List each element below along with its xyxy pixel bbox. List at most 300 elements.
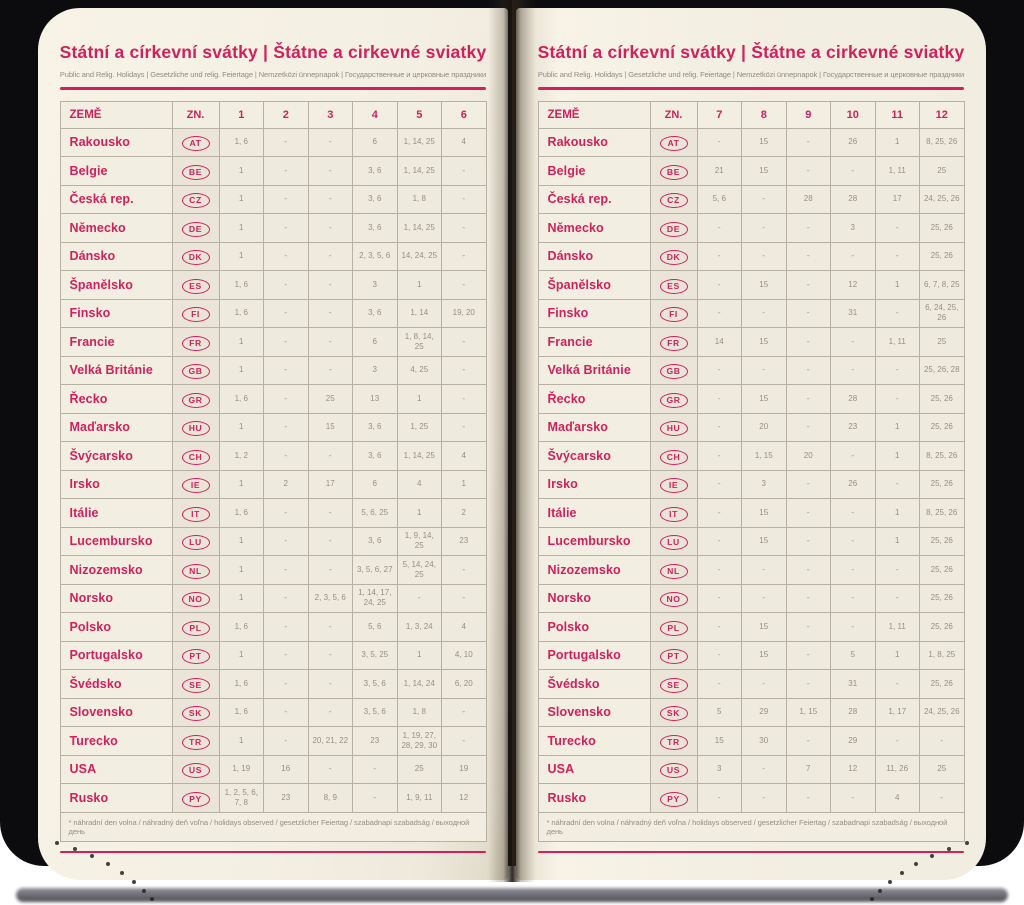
holiday-days-cell: 17 <box>875 185 920 214</box>
country-cell: Rakousko <box>538 128 650 157</box>
holiday-days-cell: 25, 26 <box>920 527 965 556</box>
holiday-days-cell: - <box>697 641 742 670</box>
holiday-days-cell: - <box>442 727 487 756</box>
country-code-cell <box>650 527 697 556</box>
holiday-days-cell: - <box>742 299 787 328</box>
holiday-days-cell: - <box>697 385 742 414</box>
country-code-cell <box>172 613 219 642</box>
holiday-days-cell: - <box>786 613 831 642</box>
country-code-badge: GR <box>182 393 210 408</box>
country-code-badge: HU <box>660 421 688 436</box>
holiday-days-cell: 16 <box>264 755 309 784</box>
country-cell: Francie <box>538 328 650 357</box>
country-cell: USA <box>538 755 650 784</box>
bottom-rule <box>60 851 486 854</box>
holiday-days-cell: 24, 25, 26 <box>920 698 965 727</box>
holiday-days-cell: 15 <box>742 328 787 357</box>
left-page <box>38 8 508 880</box>
holiday-days-cell: - <box>786 271 831 300</box>
country-cell: Itálie <box>60 499 172 528</box>
country-cell: Německo <box>60 214 172 243</box>
holiday-days-cell: 8, 25, 26 <box>920 128 965 157</box>
holiday-days-cell: - <box>264 299 309 328</box>
table-row <box>60 470 486 499</box>
holiday-days-cell: 1, 8, 14, 25 <box>397 328 442 357</box>
country-code-badge: ES <box>660 279 688 294</box>
country-cell: Švýcarsko <box>538 442 650 471</box>
country-code-badge: US <box>182 763 210 778</box>
country-code-badge: SE <box>182 678 210 693</box>
country-code-cell <box>172 413 219 442</box>
table-row <box>60 784 486 813</box>
holiday-days-cell: 28 <box>831 698 876 727</box>
holiday-days-cell: 5, 6 <box>353 613 398 642</box>
table-row <box>60 641 486 670</box>
holiday-days-cell: 19, 20 <box>442 299 487 328</box>
holiday-days-cell: 6, 7, 8, 25 <box>920 271 965 300</box>
country-code-badge: GB <box>182 364 210 379</box>
holiday-days-cell: 2, 3, 5, 6 <box>353 242 398 271</box>
country-code-cell <box>172 670 219 699</box>
holiday-days-cell: - <box>831 584 876 613</box>
page-subtitle: Public and Relig. Holidays | Gesetzliche und relig. Feiertage | Nemzetközi ünnepnapok | Государственные и церковные праздники <box>59 70 487 79</box>
table-row <box>538 356 964 385</box>
holiday-days-cell: 1, 6 <box>219 613 264 642</box>
country-code-cell <box>650 641 697 670</box>
holiday-days-cell: 1 <box>397 271 442 300</box>
country-cell: Velká Británie <box>538 356 650 385</box>
country-code-badge: DE <box>660 222 688 237</box>
country-code-cell <box>172 328 219 357</box>
table-row <box>60 670 486 699</box>
holiday-days-cell: 25, 26 <box>920 385 965 414</box>
holiday-days-cell: - <box>264 670 309 699</box>
holiday-days-cell: - <box>308 698 353 727</box>
holiday-days-cell: - <box>308 328 353 357</box>
country-code-badge: FI <box>182 307 210 322</box>
country-code-badge: AT <box>660 136 688 151</box>
table-row <box>538 385 964 414</box>
holiday-days-cell: - <box>742 356 787 385</box>
country-code-cell <box>650 214 697 243</box>
holiday-days-cell: 1, 9, 11 <box>397 784 442 813</box>
country-code-cell <box>172 271 219 300</box>
holiday-days-cell: - <box>697 413 742 442</box>
country-cell: Maďarsko <box>538 413 650 442</box>
holiday-days-cell: - <box>920 727 965 756</box>
holiday-days-cell: 12 <box>831 755 876 784</box>
holiday-days-cell: - <box>264 698 309 727</box>
holiday-days-cell: 3, 6 <box>353 214 398 243</box>
country-cell: Finsko <box>60 299 172 328</box>
holiday-days-cell: 4 <box>397 470 442 499</box>
country-code-cell <box>172 584 219 613</box>
holiday-days-cell: 1, 19, 27, 28, 29, 30 <box>397 727 442 756</box>
holiday-days-cell: - <box>831 556 876 585</box>
holiday-days-cell: 1, 14, 17, 24, 25 <box>353 584 398 613</box>
country-cell: Maďarsko <box>60 413 172 442</box>
code-column-header: ZN. <box>172 101 219 128</box>
holiday-days-cell: 23 <box>264 784 309 813</box>
holiday-days-cell: - <box>742 185 787 214</box>
table-row <box>538 242 964 271</box>
holiday-days-cell: 1 <box>397 641 442 670</box>
country-code-badge: SE <box>660 678 688 693</box>
country-cell: Španělsko <box>538 271 650 300</box>
country-code-cell <box>650 128 697 157</box>
holiday-days-cell: - <box>353 784 398 813</box>
holiday-days-cell: 2 <box>442 499 487 528</box>
holiday-days-cell: - <box>697 613 742 642</box>
country-cell: Portugalsko <box>60 641 172 670</box>
country-cell: Irsko <box>60 470 172 499</box>
holiday-days-cell: 8, 9 <box>308 784 353 813</box>
month-column-header: 9 <box>786 101 831 128</box>
holiday-days-cell: 5, 6 <box>697 185 742 214</box>
holiday-days-cell: 8, 25, 26 <box>920 442 965 471</box>
holiday-days-cell: 1 <box>875 641 920 670</box>
country-code-cell <box>172 556 219 585</box>
country-code-cell <box>650 670 697 699</box>
country-code-badge: TR <box>182 735 210 750</box>
table-row <box>60 385 486 414</box>
holiday-days-cell: 1, 8, 25 <box>920 641 965 670</box>
stitch-dot <box>870 897 874 901</box>
holiday-days-cell: - <box>442 185 487 214</box>
country-code-cell <box>650 784 697 813</box>
holiday-days-cell: 15 <box>742 385 787 414</box>
holiday-days-cell: - <box>308 242 353 271</box>
holiday-days-cell: - <box>697 470 742 499</box>
table-row <box>538 214 964 243</box>
holiday-days-cell: - <box>786 527 831 556</box>
holiday-days-cell: 3 <box>353 271 398 300</box>
holiday-days-cell: - <box>442 356 487 385</box>
holiday-days-cell: 1 <box>219 556 264 585</box>
holiday-days-cell: 1 <box>219 356 264 385</box>
country-cell: Slovensko <box>60 698 172 727</box>
holiday-days-cell: 1 <box>875 442 920 471</box>
country-cell: Finsko <box>538 299 650 328</box>
table-row <box>538 556 964 585</box>
holiday-days-cell: 3 <box>353 356 398 385</box>
holiday-days-cell: - <box>353 755 398 784</box>
stitch-dot <box>150 897 154 901</box>
holiday-days-cell: - <box>442 556 487 585</box>
holiday-days-cell: 1, 6 <box>219 128 264 157</box>
country-code-cell <box>650 556 697 585</box>
holiday-days-cell: 1, 9, 14, 25 <box>397 527 442 556</box>
country-column-header: ZEMĚ <box>60 101 172 128</box>
country-code-cell <box>650 470 697 499</box>
country-cell: Řecko <box>60 385 172 414</box>
holiday-days-cell: 4 <box>442 442 487 471</box>
month-column-header: 4 <box>353 101 398 128</box>
holiday-days-cell: 1, 6 <box>219 499 264 528</box>
holiday-days-cell: 15 <box>742 271 787 300</box>
holiday-days-cell: - <box>831 242 876 271</box>
country-code-badge: CZ <box>660 193 688 208</box>
holiday-days-cell: 6, 20 <box>442 670 487 699</box>
holiday-days-cell: 20, 21, 22 <box>308 727 353 756</box>
holiday-days-cell: 14, 24, 25 <box>397 242 442 271</box>
holiday-days-cell: 28 <box>831 185 876 214</box>
holiday-days-cell: - <box>697 556 742 585</box>
table-row <box>538 784 964 813</box>
table-footnote: * náhradní den volna / náhradný deň voľna / holidays observed / gesetzlicher Feiertag / szabadnapi szabadság / выходной день <box>60 812 486 841</box>
holiday-days-cell: 3 <box>831 214 876 243</box>
country-code-badge: NL <box>182 564 210 579</box>
code-column-header: ZN. <box>650 101 697 128</box>
holiday-days-cell: - <box>264 613 309 642</box>
holiday-days-cell: 1, 8 <box>397 698 442 727</box>
stitch-dot <box>132 880 136 884</box>
country-code-badge: IE <box>182 478 210 493</box>
country-cell: Rusko <box>60 784 172 813</box>
country-code-badge: HU <box>182 421 210 436</box>
country-code-badge: CH <box>182 450 210 465</box>
holiday-days-cell: 1 <box>219 470 264 499</box>
country-code-badge: US <box>660 763 688 778</box>
holiday-days-cell: 4 <box>442 128 487 157</box>
holiday-days-cell: 11, 26 <box>875 755 920 784</box>
country-cell: Turecko <box>538 727 650 756</box>
holiday-days-cell: 1, 6 <box>219 299 264 328</box>
country-cell: Lucembursko <box>538 527 650 556</box>
holiday-days-cell: 19 <box>442 755 487 784</box>
country-code-badge: PT <box>182 649 210 664</box>
holiday-days-cell: 1, 14, 25 <box>397 157 442 186</box>
holiday-days-cell: - <box>442 157 487 186</box>
table-row <box>60 299 486 328</box>
page-title: Státní a církevní svátky | Štátne a cirkevné sviatky <box>59 42 487 62</box>
holiday-days-cell: - <box>442 214 487 243</box>
country-code-cell <box>650 242 697 271</box>
right-page <box>516 8 986 880</box>
stitch-dot <box>878 889 882 893</box>
holiday-days-cell: 29 <box>742 698 787 727</box>
country-code-cell <box>172 214 219 243</box>
holiday-days-cell: - <box>875 556 920 585</box>
holiday-days-cell: 1 <box>875 128 920 157</box>
holiday-days-cell: - <box>264 328 309 357</box>
table-row <box>60 214 486 243</box>
country-cell: Polsko <box>60 613 172 642</box>
holiday-days-cell: 1 <box>219 727 264 756</box>
holiday-days-cell: - <box>308 670 353 699</box>
table-row <box>538 413 964 442</box>
holiday-days-cell: 1, 2, 5, 6, 7, 8 <box>219 784 264 813</box>
holiday-days-cell: - <box>786 670 831 699</box>
holiday-days-cell: 17 <box>308 470 353 499</box>
holiday-days-cell: 8, 25, 26 <box>920 499 965 528</box>
holiday-days-cell: 3 <box>742 470 787 499</box>
country-code-cell <box>650 727 697 756</box>
country-code-cell <box>172 157 219 186</box>
holiday-days-cell: - <box>308 755 353 784</box>
table-row <box>538 670 964 699</box>
holiday-days-cell: 15 <box>742 613 787 642</box>
holiday-days-cell: 25 <box>920 755 965 784</box>
holiday-days-cell: - <box>786 299 831 328</box>
holiday-days-cell: 5 <box>697 698 742 727</box>
holiday-days-cell: - <box>831 499 876 528</box>
holiday-days-cell: - <box>264 185 309 214</box>
holiday-days-cell: - <box>308 613 353 642</box>
country-code-badge: GB <box>660 364 688 379</box>
holiday-days-cell: - <box>697 271 742 300</box>
holiday-days-cell: 15 <box>742 128 787 157</box>
table-row <box>60 328 486 357</box>
holiday-days-cell: - <box>786 556 831 585</box>
holiday-days-cell: 1 <box>875 527 920 556</box>
country-cell: Švédsko <box>60 670 172 699</box>
country-code-cell <box>172 242 219 271</box>
holiday-days-cell: 25 <box>308 385 353 414</box>
country-code-badge: CZ <box>182 193 210 208</box>
holiday-days-cell: - <box>264 556 309 585</box>
holiday-days-cell: 1 <box>397 499 442 528</box>
holiday-days-cell: 3, 6 <box>353 299 398 328</box>
holiday-days-cell: 1, 25 <box>397 413 442 442</box>
country-code-badge: DE <box>182 222 210 237</box>
holiday-days-cell: 15 <box>308 413 353 442</box>
country-cell: Velká Británie <box>60 356 172 385</box>
country-cell: Francie <box>60 328 172 357</box>
holiday-days-cell: - <box>308 299 353 328</box>
holiday-days-cell: - <box>308 442 353 471</box>
holiday-days-cell: - <box>264 442 309 471</box>
country-cell: Lucembursko <box>60 527 172 556</box>
country-code-cell <box>172 527 219 556</box>
holiday-days-cell: - <box>264 527 309 556</box>
holiday-days-cell: - <box>697 299 742 328</box>
holiday-days-cell: 1, 2 <box>219 442 264 471</box>
country-code-badge: FR <box>182 336 210 351</box>
holiday-days-cell: - <box>742 556 787 585</box>
holiday-days-cell: - <box>742 784 787 813</box>
holiday-days-cell: 1 <box>219 527 264 556</box>
stitch-dot <box>120 871 124 875</box>
country-code-badge: LU <box>660 535 688 550</box>
country-code-badge: FI <box>660 307 688 322</box>
holiday-days-cell: 1 <box>219 242 264 271</box>
holiday-days-cell: - <box>786 727 831 756</box>
holiday-days-cell: - <box>308 157 353 186</box>
month-column-header: 7 <box>697 101 742 128</box>
holiday-days-cell: 1, 15 <box>742 442 787 471</box>
holiday-days-cell: 15 <box>742 527 787 556</box>
holiday-days-cell: 1 <box>875 413 920 442</box>
holiday-days-cell: 20 <box>742 413 787 442</box>
holiday-days-cell: 1, 6 <box>219 271 264 300</box>
country-code-badge: NO <box>182 592 210 607</box>
holiday-days-cell: 1, 14, 25 <box>397 128 442 157</box>
table-row <box>60 584 486 613</box>
holiday-days-cell: 25, 26 <box>920 556 965 585</box>
holiday-days-cell: - <box>786 385 831 414</box>
holiday-table-months-1-6 <box>60 101 487 842</box>
holiday-days-cell: 20 <box>786 442 831 471</box>
stitch-dot <box>900 871 904 875</box>
country-code-cell <box>172 185 219 214</box>
holiday-days-cell: 4, 25 <box>397 356 442 385</box>
holiday-days-cell: 5, 6, 25 <box>353 499 398 528</box>
cover-edge-shadow <box>16 888 1008 902</box>
holiday-days-cell: 3, 6 <box>353 157 398 186</box>
country-code-cell <box>650 442 697 471</box>
country-code-badge: PY <box>182 792 210 807</box>
holiday-days-cell: - <box>442 328 487 357</box>
country-code-badge: DK <box>182 250 210 265</box>
holiday-days-cell: - <box>786 356 831 385</box>
holiday-days-cell: 1 <box>219 157 264 186</box>
holiday-days-cell: - <box>786 470 831 499</box>
table-row <box>538 128 964 157</box>
holiday-days-cell: - <box>786 499 831 528</box>
holiday-days-cell: - <box>875 214 920 243</box>
holiday-days-cell: 6, 24, 25, 26 <box>920 299 965 328</box>
holiday-days-cell: 5, 14, 24, 25 <box>397 556 442 585</box>
holiday-days-cell: 25, 26 <box>920 214 965 243</box>
country-cell: Řecko <box>538 385 650 414</box>
holiday-days-cell: - <box>786 242 831 271</box>
country-cell: Česká rep. <box>538 185 650 214</box>
holiday-days-cell: - <box>264 413 309 442</box>
holiday-days-cell: - <box>786 413 831 442</box>
holiday-days-cell: 1, 11 <box>875 613 920 642</box>
country-cell: Rusko <box>538 784 650 813</box>
country-code-badge: ES <box>182 279 210 294</box>
country-cell: Švédsko <box>538 670 650 699</box>
table-row <box>60 157 486 186</box>
holiday-days-cell: - <box>875 242 920 271</box>
holiday-days-cell: 1, 11 <box>875 328 920 357</box>
holiday-days-cell: - <box>308 641 353 670</box>
holiday-days-cell: - <box>742 214 787 243</box>
holiday-days-cell: 25 <box>920 328 965 357</box>
holiday-days-cell: - <box>697 214 742 243</box>
country-cell: Nizozemsko <box>538 556 650 585</box>
holiday-days-cell: 12 <box>831 271 876 300</box>
holiday-days-cell: - <box>875 727 920 756</box>
holiday-days-cell: - <box>786 641 831 670</box>
holiday-days-cell: - <box>875 470 920 499</box>
month-column-header: 12 <box>920 101 965 128</box>
holiday-days-cell: 25 <box>397 755 442 784</box>
table-row <box>60 185 486 214</box>
country-code-badge: BE <box>182 165 210 180</box>
stitch-dot <box>930 854 934 858</box>
country-code-badge: SK <box>660 706 688 721</box>
holiday-days-cell: - <box>264 385 309 414</box>
holiday-days-cell: 28 <box>831 385 876 414</box>
holiday-days-cell: 1, 14, 24 <box>397 670 442 699</box>
holiday-days-cell: - <box>397 584 442 613</box>
country-code-cell <box>650 157 697 186</box>
country-cell: Švýcarsko <box>60 442 172 471</box>
page-title: Státní a církevní svátky | Štátne a cirkevné sviatky <box>537 42 965 62</box>
country-cell: Německo <box>538 214 650 243</box>
country-cell: Rakousko <box>60 128 172 157</box>
table-row <box>60 727 486 756</box>
table-row <box>538 641 964 670</box>
country-code-badge: BE <box>660 165 688 180</box>
country-cell: Belgie <box>60 157 172 186</box>
holiday-days-cell: 29 <box>831 727 876 756</box>
holiday-days-cell: 1 <box>219 185 264 214</box>
holiday-days-cell: 1, 3, 24 <box>397 613 442 642</box>
